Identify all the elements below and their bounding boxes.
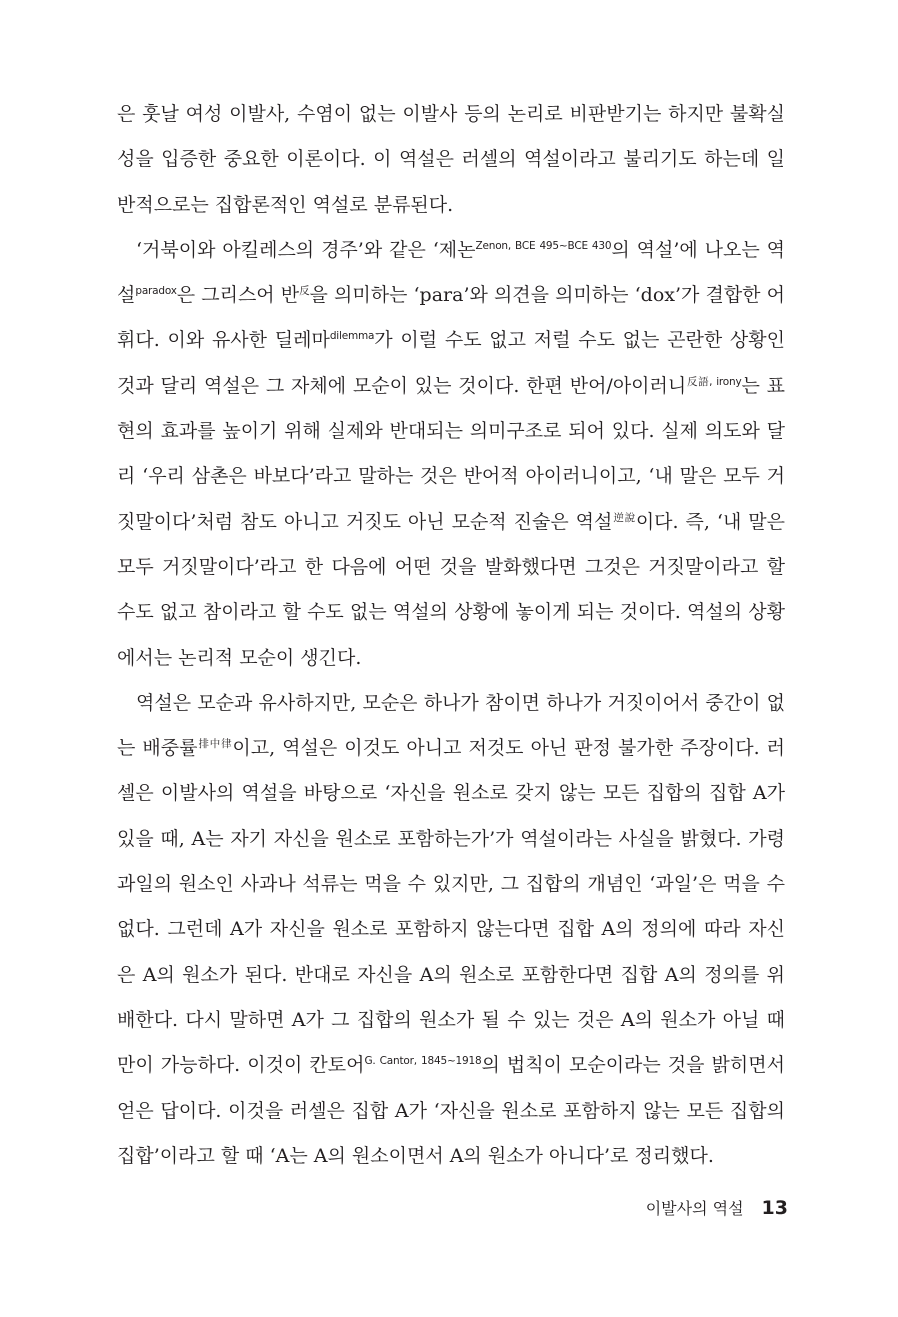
text-run: 이고, 역설은 이것도 아니고 저것도 아닌 판정 불가한 주장이다. 러셀은 이발사의 역설을 바탕으로 ‘자신을 원소로 갖지 않는 모든 집합의 집합 A가 있을 때, A는 자기 자신을 원소로 포함하는가’가 역설이라는 사실을 밝혔다. 가령 과일의 원소인 사과나 석류는 먹을 수 있지만, 그 집합의 개념인 ‘과일’은 먹을 수 없다. 그런데 A가 자신을 원소로 포함하지 않는다면 집합 A의 정의에 따라 자신은 A의 원소가 된다. 반대로 자신을 A의 원소로 포함한다면 집합 A의 정의를 위배한다. 다시 말하면 A가 그 집합의 원소가 될 수 있는 것은 A의 원소가 아닐 때만이 가능하다. 이것이 칸토어 — [117, 737, 786, 1077]
text-run: 는 표현의 효과를 높이기 위해 실제와 반대되는 의미구조로 되어 있다. 실제 의도와 달리 ‘우리 삼촌은 바보다’라고 말하는 것은 반어적 아이러니이고, ‘내 말은 모두 거짓말이다’처럼 참도 아니고 거짓도 아닌 모순적 진술은 역설 — [117, 374, 785, 533]
superscript-annotation: 排中律 — [197, 738, 233, 751]
text-run: 을 의미하는 ‘para’와 의견을 의미하는 ‘dox’가 결합한 어휘다. 이와 유사한 딜레마 — [117, 284, 785, 352]
superscript-annotation: 逆說 — [612, 511, 636, 524]
superscript-annotation: 反語, irony — [686, 375, 742, 388]
superscript-annotation: G. Cantor, 1845~1918 — [364, 1055, 482, 1068]
body-text — [117, 92, 785, 1179]
running-title: 이발사의 역설 — [645, 1199, 744, 1218]
page-footer — [646, 1196, 788, 1219]
text-run: ‘거북이와 아킬레스의 경주’와 같은 ‘제논 — [136, 238, 476, 261]
text-run: 은 그리스어 반 — [176, 284, 300, 307]
paragraph — [117, 228, 785, 681]
text-run: 이다. 즉, ‘내 말은 모두 거짓말이다’라고 한 다음에 어떤 것을 발화했다면 그것은 거짓말이라고 할 수도 없고 참이라고 할 수도 없는 역설의 상황에 놓이게 되는 것이다. 역설의 상황에서는 논리적 모순이 생긴다. — [117, 510, 785, 669]
superscript-annotation: Zenon, BCE 495~BCE 430 — [475, 239, 612, 252]
text-run: 역설은 모순과 유사하지만, 모순은 하나가 참이면 하나가 거짓이어서 중간이 없는 배중률 — [117, 691, 785, 760]
paragraph — [117, 681, 785, 1179]
text-run: 의 역설’에 나오는 역설 — [117, 238, 786, 307]
text-run: 의 법칙이 모순이라는 것을 밝히면서 얻은 답이다. 이것을 러셀은 집합 A가 ‘자신을 원소로 포함하지 않는 모든 집합의 집합’이라고 할 때 ‘A는 A의 원소이면서 A의 원소가 아니다’로 정리했다. — [117, 1054, 785, 1167]
page-number: 13 — [761, 1197, 788, 1219]
superscript-annotation: paradox — [135, 285, 177, 298]
superscript-annotation: dilemma — [329, 330, 375, 343]
paragraph — [117, 92, 785, 228]
text-run: 은 훗날 여성 이발사, 수염이 없는 이발사 등의 논리로 비판받기는 하지만 불확실성을 입증한 중요한 이론이다. 이 역설은 러셀의 역설이라고 불리기도 하는데 일반적으로는 집합론적인 역설로 분류된다. — [117, 103, 785, 216]
text-run: 가 이럴 수도 없고 저럴 수도 없는 곤란한 상황인 것과 달리 역설은 그 자체에 모순이 있는 것이다. 한편 반어/아이러니 — [117, 329, 785, 397]
superscript-annotation: 反 — [299, 285, 310, 298]
